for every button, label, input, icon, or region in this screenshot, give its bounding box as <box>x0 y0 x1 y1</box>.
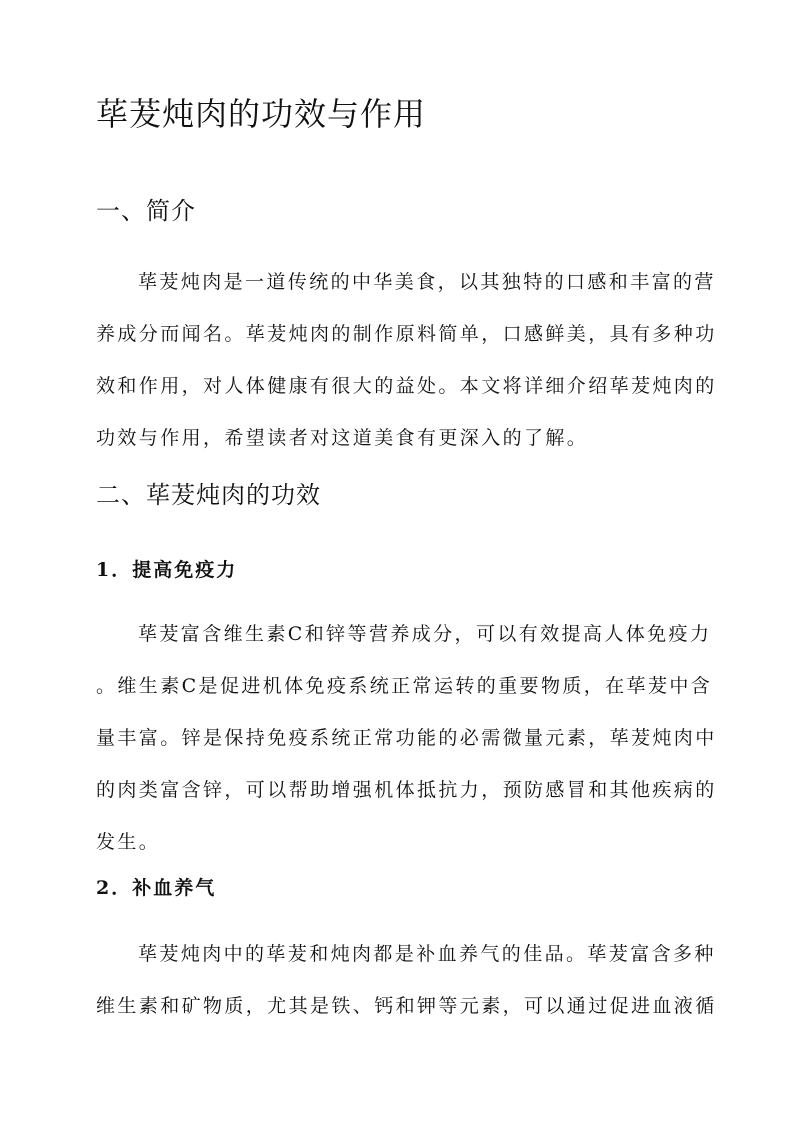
blood-paragraph <box>96 928 716 1032</box>
paragraph-line: 量丰富。锌是保持免疫系统正常功能的必需微量元素，荜茇炖肉中 <box>96 727 717 749</box>
paragraph-line: 维生素和矿物质，尤其是铁、钙和钾等元素，可以通过促进血液循 <box>96 995 717 1017</box>
paragraph-line: 。维生素C是促进机体免疫系统正常运转的重要物质，在荜茇中含 <box>96 675 713 697</box>
intro-paragraph <box>96 256 716 464</box>
paragraph-line: 效和作用，对人体健康有很大的益处。本文将详细介绍荜茇炖肉的 <box>96 375 717 397</box>
section-heading-intro: 一、简介 <box>96 197 196 225</box>
document-title: 荜茇炖肉的功效与作用 <box>96 95 427 133</box>
paragraph-line: 功效与作用，希望读者对这道美食有更深入的了解。 <box>96 427 589 449</box>
subsection-heading-immunity: 1．提高免疫力 <box>96 559 238 581</box>
subsection-heading-blood: 2．补血养气 <box>96 877 217 899</box>
section-heading-effects: 二、荜茇炖肉的功效 <box>96 481 321 509</box>
paragraph-line: 养成分而闻名。荜茇炖肉的制作原料简单，口感鲜美，具有多种功 <box>96 323 717 345</box>
paragraph-line: 荜茇富含维生素C和锌等营养成分，可以有效提高人体免疫力 <box>138 623 712 645</box>
paragraph-line: 的肉类富含锌，可以帮助增强机体抵抗力，预防感冒和其他疾病的 <box>96 779 717 801</box>
paragraph-line: 荜茇炖肉是一道传统的中华美食，以其独特的口感和丰富的营 <box>138 271 716 293</box>
immunity-paragraph <box>96 608 716 868</box>
paragraph-line: 发生。 <box>96 831 161 853</box>
paragraph-line: 荜茇炖肉中的荜茇和炖肉都是补血养气的佳品。荜茇富含多种 <box>138 943 716 965</box>
